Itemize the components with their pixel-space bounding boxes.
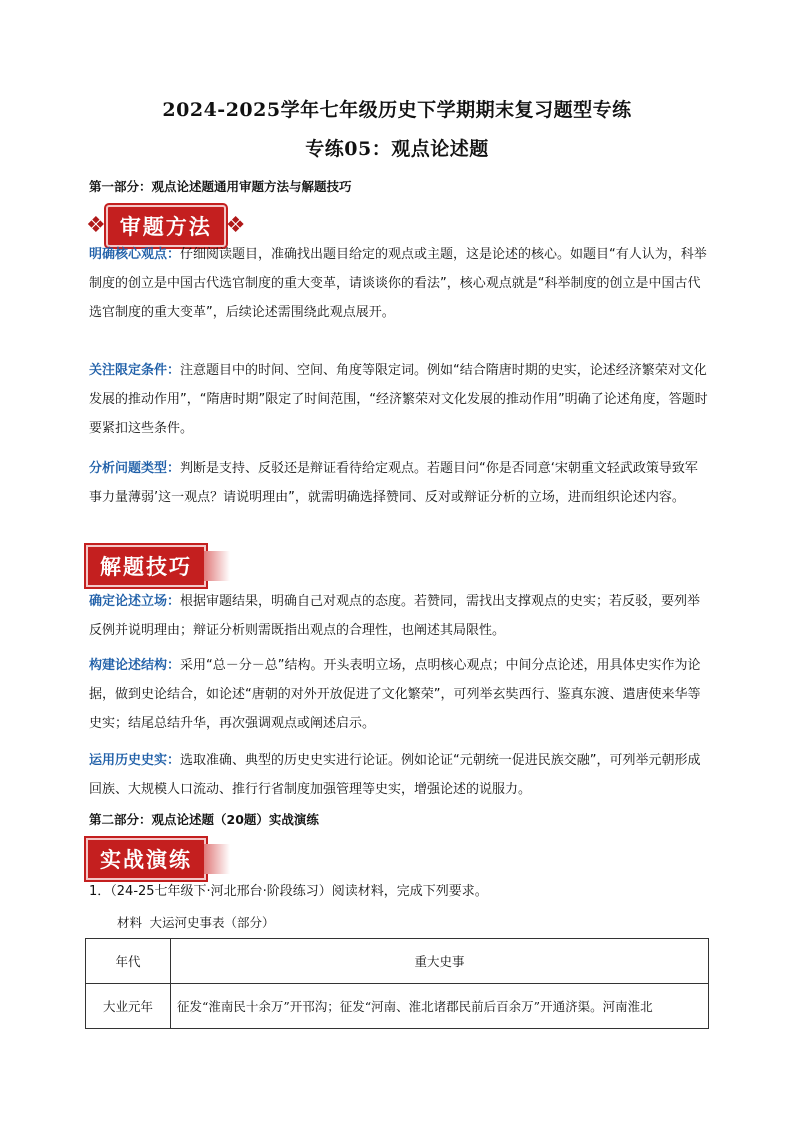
skill-item-text: 选取准确、典型的历史史实进行论证。例如论证“元朝统一促进民族交融”，可列举元朝形成回族、大规模人口流动、推行行省制度加强管理等史实，增强论述的说服力。 [89,753,701,797]
review-item-text: 仔细阅读题目，准确找出题目给定的观点或主题，这是论述的核心。如题目“有人认为，科举制度的创立是中国古代选官制度的重大变革，请谈谈你的看法”，核心观点就是“科举制度的创立是中国古代选官制度的重大变革”，后续论述需围绕此观点展开。 [89,247,707,320]
table-header-cell: 重大史事 [171,939,709,984]
skill-item-key: 确定论述立场： [89,594,181,609]
table-cell-year: 大业元年 [86,984,171,1029]
skill-item [89,651,709,738]
review-item [89,454,709,512]
review-item [89,356,709,443]
ornament-right-icon: ❖ [225,213,246,238]
banner-practice-label: 实战演练 [86,838,206,880]
skill-item [89,587,709,645]
banner-practice [86,838,230,880]
part1-heading: 第一部分：观点论述题通用审题方法与解题技巧 [89,179,352,194]
skill-item-key: 构建论述结构： [89,658,181,673]
review-item [89,240,709,327]
review-item-text: 判断是支持、反驳还是辩证看待给定观点。若题目问“你是否同意‘宋朝重文轻武政策导致军事力量薄弱’这一观点？请说明理由”，就需明确选择赞同、反对或辩证分析的立场，进而组织论述内容。 [89,461,698,505]
table-cell-event: 征发“淮南民十余万”开邗沟；征发“河南、淮北诸郡民前后百余万”开通济渠。河南淮北 [171,984,709,1029]
page-subtitle: 专练05：观点论述题 [305,138,489,160]
banner-fade [204,551,230,581]
table-row [86,984,709,1029]
table-caption: 材料 大运河史事表（部分） [117,915,275,930]
review-item-text: 注意题目中的时间、空间、角度等限定词。例如“结合隋唐时期的史实，论述经济繁荣对文化发展的推动作用”，“隋唐时期”限定了时间范围，“经济繁荣对文化发展的推动作用”明确了论述角度，答题时要紧扣这些条件。 [89,363,708,436]
grand-canal-table [85,938,709,1029]
skill-item [89,746,709,804]
skill-item-text: 根据审题结果，明确自己对观点的态度。若赞同，需找出支撑观点的史实；若反驳，要列举反例并说明理由；辩证分析则需既指出观点的合理性，也阐述其局限性。 [89,594,701,638]
banner-fade [204,844,230,874]
part2-heading: 第二部分：观点论述题（20题）实战演练 [89,812,319,827]
table-header-row [86,939,709,984]
review-item-key: 关注限定条件： [89,363,181,378]
review-item-key: 分析问题类型： [89,461,181,476]
skill-item-text: 采用“总－分－总”结构。开头表明立场，点明核心观点；中间分点论述，用具体史实作为论据，做到史论结合，如论述“唐朝的对外开放促进了文化繁荣”，可列举玄奘西行、鉴真东渡、遣唐使来华等史实；结尾总结升华，再次强调观点或阐述启示。 [89,658,701,731]
banner-skill-label: 解题技巧 [86,545,206,587]
skill-item-key: 运用历史史实： [89,753,181,768]
review-item-key: 明确核心观点： [89,247,181,262]
page-title: 2024-2025学年七年级历史下学期期末复习题型专练 [162,99,632,121]
question-1: 1．（24-25七年级下·河北邢台·阶段练习）阅读材料，完成下列要求。 [89,884,488,899]
banner-review-label: 审题方法 [106,205,226,247]
ornament-left-icon: ❖ [86,213,106,238]
table-header-cell: 年代 [86,939,171,984]
banner-solving-skill [86,545,230,587]
